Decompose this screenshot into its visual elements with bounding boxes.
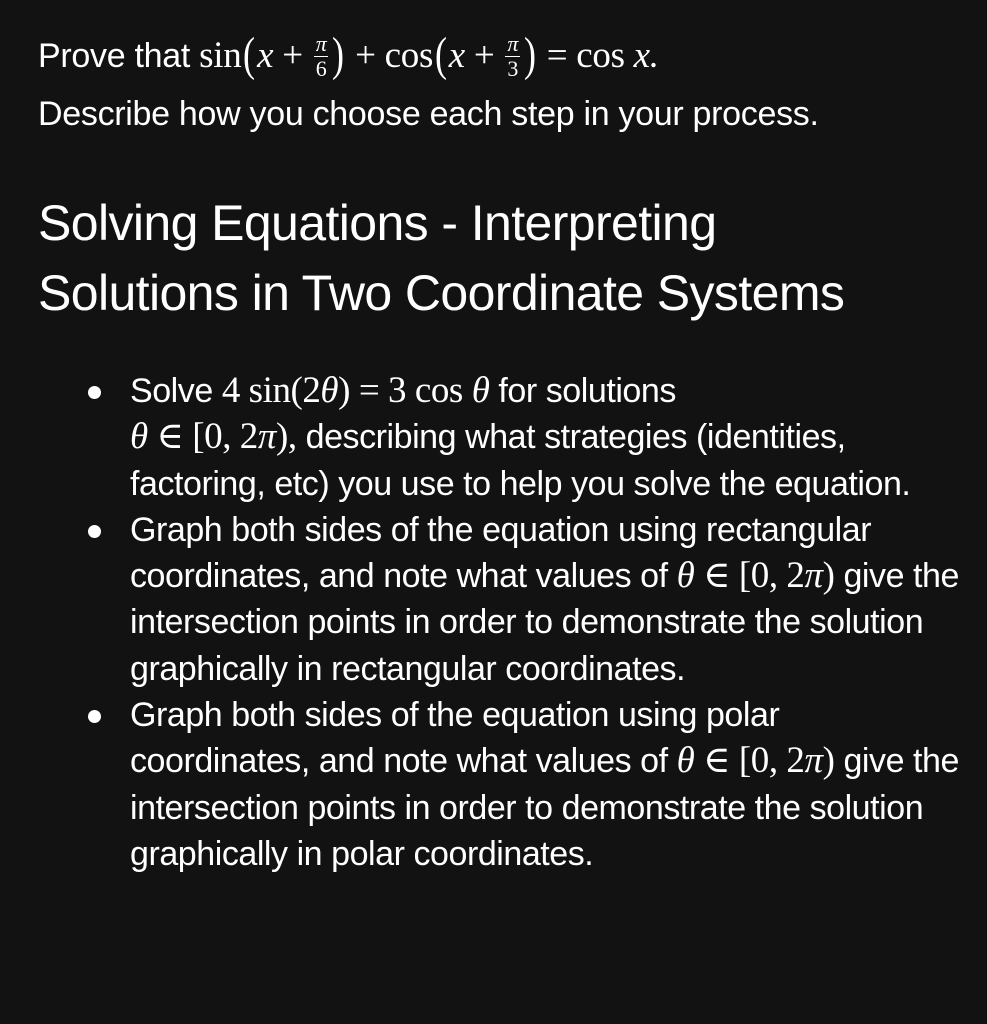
prompt-description: Describe how you choose each step in your process.: [38, 95, 819, 133]
plus-sign: +: [473, 35, 495, 76]
heading-line-2: Solutions in Two Coordinate Systems: [38, 265, 845, 321]
prove-prompt: [38, 26, 968, 143]
bullet-icon: [88, 710, 101, 723]
prove-label: Prove that: [38, 37, 190, 75]
right-paren: ): [524, 28, 536, 81]
domain-interval: θ ∈ [0, 2π),: [130, 416, 297, 458]
bullet-text: Graph both sides of the equation using rectangular coordinates, and note what values of: [130, 510, 872, 596]
identity-equation: [199, 28, 659, 82]
domain-interval: θ ∈ [0, 2π): [676, 555, 835, 597]
list-item: [130, 368, 960, 507]
bullet-text: give the intersection points in order to demonstrate the solution graphically in rectangular coordinates.: [130, 557, 959, 688]
heading-line-1: Solving Equations - Interpreting: [38, 195, 717, 251]
variable-x: x: [257, 35, 274, 76]
left-paren: (: [435, 28, 447, 81]
bullet-icon: [88, 386, 101, 399]
fraction-pi-over-3: $\frac{\pi}{3}$: [507, 31, 519, 82]
cos-function: cos: [384, 35, 434, 76]
plus-sign: +: [282, 35, 303, 76]
sin-function: sin: [199, 35, 242, 76]
bullet-icon: [88, 525, 101, 538]
section-heading: [38, 188, 968, 328]
list-item: [130, 692, 960, 877]
right-paren: ): [332, 28, 345, 81]
domain-interval: θ ∈ [0, 2π): [676, 740, 835, 782]
solve-label: Solve: [130, 372, 213, 410]
for-solutions-label: for solutions: [498, 372, 676, 410]
variable-x: x: [448, 35, 465, 76]
bullet-text: Graph both sides of the equation using polar coordinates, and note what values of: [130, 696, 780, 781]
bullet-text: describing what strategies (identities, factoring, etc) you use to help you solve the equation.: [130, 418, 911, 503]
left-paren: (: [243, 28, 256, 81]
plus-sign: +: [355, 35, 376, 76]
list-item: [130, 507, 960, 692]
equation: 4 sin(2θ) = 3 cos θ: [221, 370, 490, 411]
rhs-cos: cos: [576, 35, 625, 76]
fraction-pi-over-6: $\frac{\pi}{6}$: [315, 31, 327, 82]
task-list: [130, 368, 960, 877]
bullet-text: give the intersection points in order to demonstrate the solution graphically in polar coordinates.: [130, 742, 959, 873]
equals-sign: =: [546, 35, 568, 76]
rhs-variable: x.: [633, 35, 659, 76]
